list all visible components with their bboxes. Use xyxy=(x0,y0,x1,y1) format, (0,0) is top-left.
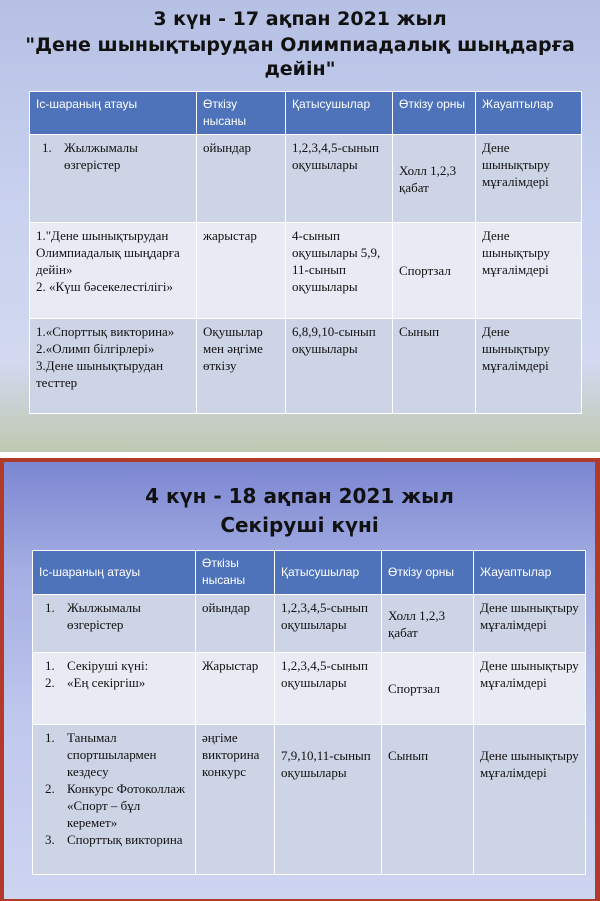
header-place: Өткізу орны xyxy=(382,551,474,595)
item-text: Спорттық викторина xyxy=(67,832,183,847)
event-name xyxy=(33,595,196,653)
item-text: 1."Дене шынықтырудан Олимпиадалық шыңдарға дейін» xyxy=(36,228,180,277)
slide-day4 xyxy=(4,462,595,899)
slide2-title-date: 4 күн - 18 ақпан 2021 жыл xyxy=(145,484,454,508)
header-responsible: Жауаптылар xyxy=(476,92,582,135)
item-text: 1.«Спорттық викторина» xyxy=(36,324,175,339)
event-responsible: Дене шынықтыру мұғалімдері xyxy=(474,725,586,875)
event-responsible: Дене шынықтыру мұғалімдері xyxy=(474,595,586,653)
item-text: 2. «Күш бәсекелестілігі» xyxy=(36,279,173,294)
header-place: Өткізу орны xyxy=(393,92,476,135)
table-row xyxy=(33,595,586,653)
header-event-name: Іс-шараның атауы xyxy=(30,92,197,135)
item-text: Конкурс Фотоколлаж «Спорт – бұл керемет» xyxy=(67,781,185,830)
event-responsible: Дене шынықтыру мұғалімдері xyxy=(476,223,582,319)
item-text: «Ең секіргіш» xyxy=(67,675,146,690)
event-place: Холл 1,2,3 қабат xyxy=(382,595,474,653)
table-row xyxy=(30,319,582,414)
event-place: Спортзал xyxy=(393,223,476,319)
event-name xyxy=(30,135,197,223)
event-form: жарыстар xyxy=(197,223,286,319)
item-text: Танымал спортшылармен кездесу xyxy=(67,730,157,779)
header-responsible: Жауаптылар xyxy=(474,551,586,595)
event-form: әңгіме викторина конкурс xyxy=(196,725,275,875)
event-name xyxy=(30,223,197,319)
event-participants: 6,8,9,10-сынып оқушылары xyxy=(286,319,393,414)
table-header-row xyxy=(33,551,586,595)
event-participants: 1,2,3,4,5-сынып оқушылары xyxy=(286,135,393,223)
item-number: 2. xyxy=(45,781,55,796)
event-form: Оқушылар мен әңгіме өткізу xyxy=(197,319,286,414)
item-text: Жылжымалы өзгерістер xyxy=(64,140,138,172)
item-number: 1. xyxy=(42,140,52,155)
table-row xyxy=(30,223,582,319)
header-event-name: Іс-шараның атауы xyxy=(33,551,196,595)
slide1-title-event: "Дене шынықтырудан Олимпиадалық шыңдарға дейін" xyxy=(25,34,575,80)
header-form: Өткізу нысаны xyxy=(197,92,286,135)
item-text: 3.Дене шынықтырудан тесттер xyxy=(36,358,164,390)
table-row xyxy=(30,135,582,223)
event-name xyxy=(30,319,197,414)
item-text: Жылжымалы өзгерістер xyxy=(67,600,141,632)
event-participants: 7,9,10,11-сынып оқушылары xyxy=(275,725,382,875)
item-number: 3. xyxy=(45,832,55,847)
table-header-row xyxy=(30,92,582,135)
event-form: ойындар xyxy=(197,135,286,223)
slide-day4-frame xyxy=(0,458,600,901)
event-place: Холл 1,2,3 қабат xyxy=(393,135,476,223)
header-participants: Қатысушылар xyxy=(286,92,393,135)
item-number: 1. xyxy=(45,730,55,745)
table-row xyxy=(33,725,586,875)
header-form: Өткізы нысаны xyxy=(196,551,275,595)
slide2-schedule-table xyxy=(32,550,586,875)
slide1-schedule-table xyxy=(29,91,582,414)
table-row xyxy=(33,653,586,725)
event-name xyxy=(33,725,196,875)
item-number: 1. xyxy=(45,600,55,615)
event-place: Сынып xyxy=(393,319,476,414)
event-participants: 4-сынып оқушылары 5,9, 11-сынып оқушылары xyxy=(286,223,393,319)
event-form: ойындар xyxy=(196,595,275,653)
item-text: 2.«Олимп білгірлері» xyxy=(36,341,155,356)
slide2-title-event: Секіруші күні xyxy=(220,513,379,537)
event-participants: 1,2,3,4,5-сынып оқушылары xyxy=(275,595,382,653)
event-participants: 1,2,3,4,5-сынып оқушылары xyxy=(275,653,382,725)
event-place: Спортзал xyxy=(382,653,474,725)
slide1-title-date: 3 күн - 17 ақпан 2021 жыл xyxy=(153,8,447,30)
event-responsible: Дене шынықтыру мұғалімдері xyxy=(474,653,586,725)
event-place: Сынып xyxy=(382,725,474,875)
event-form: Жарыстар xyxy=(196,653,275,725)
item-number: 2. xyxy=(45,675,55,690)
event-name xyxy=(33,653,196,725)
event-responsible: Дене шынықтыру мұғалімдері xyxy=(476,135,582,223)
header-participants: Қатысушылар xyxy=(275,551,382,595)
event-responsible: Дене шынықтыру мұғалімдері xyxy=(476,319,582,414)
item-text: Секіруші күні: xyxy=(67,658,149,673)
item-number: 1. xyxy=(45,658,55,673)
